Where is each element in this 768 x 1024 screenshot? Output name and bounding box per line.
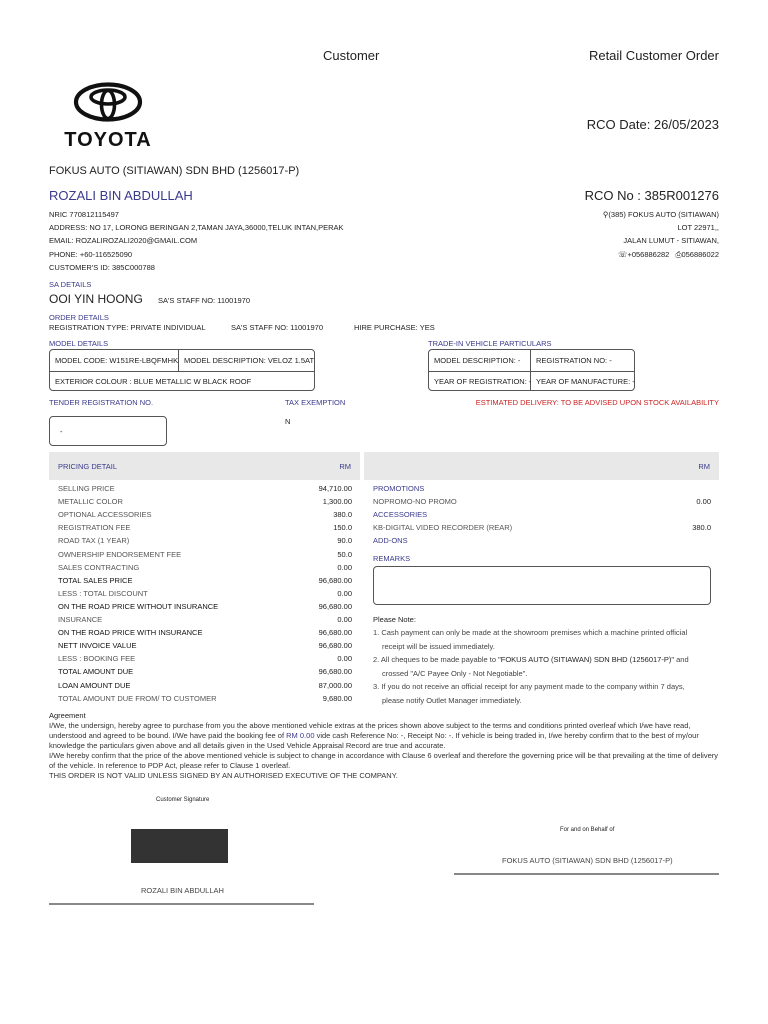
accessory-label: KB-DIGITAL VIDEO RECORDER (REAR): [373, 523, 513, 532]
customer-signatory-name: ROZALI BIN ABDULLAH: [141, 886, 224, 895]
pricing-row-label: ROAD TAX (1 YEAR): [58, 536, 130, 546]
note-1-line-1: 1. Cash payment can only be made at the showroom premises which a machine printed official: [373, 628, 688, 637]
toyota-emblem-icon: [62, 82, 154, 122]
pricing-row: [58, 589, 352, 600]
tender-registration-box: [49, 416, 167, 446]
pricing-row-value: 96,680.00: [318, 575, 352, 585]
branch-name: ⚲(385) FOKUS AUTO (SITIAWAN): [602, 210, 719, 219]
tradein-year-registration: YEAR OF REGISTRATION: -: [429, 371, 531, 391]
tradein-box: [428, 349, 635, 391]
pricing-row-value: 150.0: [333, 523, 352, 533]
pricing-row-label: NETT INVOICE VALUE: [58, 641, 137, 651]
accessory-value: 380.0: [692, 523, 711, 532]
pricing-row-value: 96,680.00: [318, 628, 352, 638]
agreement-heading: Agreement: [49, 711, 86, 720]
promo-label: NOPROMO-NO PROMO: [373, 497, 457, 506]
pricing-row: [58, 641, 352, 652]
model-row-2: [50, 371, 314, 391]
customer-nric: NRIC 770812115497: [49, 210, 119, 219]
pricing-heading: PRICING DETAIL: [58, 462, 118, 471]
note-2-line-2: crossed "A/C Payee Only - Not Negotiable".: [382, 668, 528, 678]
pricing-row: [58, 681, 352, 692]
model-code: MODEL CODE: W151RE-LBQFMHK: [50, 350, 179, 371]
exterior-colour: EXTERIOR COLOUR : BLUE METALLIC W BLACK ROOF: [55, 376, 252, 386]
pricing-row: [58, 563, 352, 574]
pricing-row-value: 96,680.00: [318, 601, 352, 611]
pricing-row-value: 94,710.00: [318, 484, 352, 493]
branch-contacts: [618, 250, 719, 260]
agreement-text: [49, 721, 721, 781]
document-title: Retail Customer Order: [588, 48, 719, 63]
model-details-box: [49, 349, 315, 391]
pricing-row-label: METALLIC COLOR: [58, 497, 123, 507]
notes-list: [373, 626, 718, 707]
pricing-row: [58, 576, 352, 587]
branch-lot: LOT 22971,,: [677, 223, 719, 232]
pricing-row-value: 87,000.00: [318, 680, 352, 690]
pricing-row: [58, 628, 352, 639]
pricing-row-label: TOTAL AMOUNT DUE FROM/ TO CUSTOMER: [58, 693, 217, 703]
behalf-label: For and on Behalf of: [560, 827, 615, 833]
model-details-heading: MODEL DETAILS: [49, 339, 109, 348]
promotions-heading: PROMOTIONS: [373, 484, 425, 493]
note-3-line-2: please notify Outlet Manager immediately.: [382, 695, 522, 705]
pricing-row: [58, 497, 352, 508]
pricing-row: [58, 523, 352, 534]
toyota-logo: [62, 82, 154, 151]
order-details-heading: ORDER DETAILS: [49, 313, 109, 322]
remarks-heading: REMARKS: [373, 554, 411, 563]
pricing-row-label: TOTAL AMOUNT DUE: [58, 667, 134, 677]
pricing-row: [58, 654, 352, 665]
toyota-wordmark: TOYOTA: [64, 129, 152, 151]
promotions-unit: RM: [698, 462, 710, 471]
tender-heading: TENDER REGISTRATION NO.: [49, 398, 154, 407]
tradein-model-description: MODEL DESCRIPTION: -: [429, 350, 531, 371]
fax-icon: ⎙: [675, 250, 682, 259]
phone-icon: ☏: [618, 250, 628, 259]
pricing-row-label: REGISTRATION FEE: [58, 523, 131, 533]
pricing-row-label: OWNERSHIP ENDORSEMENT FEE: [58, 549, 182, 559]
pricing-row-label: TOTAL SALES PRICE: [58, 575, 133, 585]
remarks-box: [373, 566, 711, 605]
customer-signature-label: Customer Signature: [156, 797, 210, 803]
pricing-row-value: 0.00: [337, 615, 352, 624]
pricing-row-label: LESS : TOTAL DISCOUNT: [58, 588, 148, 598]
company-signatory-name: FOKUS AUTO (SITIAWAN) SDN BHD (1256017-P): [502, 856, 673, 865]
pricing-row-label: SALES CONTRACTING: [58, 562, 140, 572]
accessories-heading: ACCESSORIES: [373, 510, 428, 519]
pricing-row-value: 50.0: [337, 549, 352, 559]
branch-street: JALAN LUMUT - SITIAWAN,: [623, 236, 719, 245]
promotions-header: [364, 452, 719, 480]
pricing-row-value: 0.00: [337, 588, 352, 598]
customer-email: EMAIL: ROZALIROZALI2020@GMAIL.COM: [49, 236, 198, 245]
model-description: MODEL DESCRIPTION: VELOZ 1.5AT: [184, 356, 315, 365]
agreement-paragraph-2: I/We hereby confirm that the price of the above mentioned vehicle is subject to change in accordance with Clause 6 overleaf and therefore the governing price will be that prevailing at the time of delivery of the vehicle. In reference to PDP Act, please refer to Clause 1 overleaf.: [49, 751, 718, 770]
pricing-row: [58, 615, 352, 626]
tradein-registration-no: REGISTRATION NO: -: [536, 356, 612, 365]
sa-staff-no: SA'S STAFF NO: 11001970: [158, 296, 251, 305]
pricing-row-value: 96,680.00: [318, 641, 352, 651]
order-staff-no: SA'S STAFF NO: 11001970: [231, 323, 324, 332]
customer-phone: PHONE: +60-116525090: [49, 250, 133, 259]
pricing-row-label: ON THE ROAD PRICE WITHOUT INSURANCE: [58, 601, 219, 611]
pricing-row-value: 0.00: [337, 562, 352, 572]
branch-fax: 056886022: [681, 250, 719, 259]
pricing-row-label: LOAN AMOUNT DUE: [58, 680, 131, 690]
promo-value: 0.00: [696, 497, 711, 506]
pricing-row: [58, 694, 352, 705]
note-3-line-1: 3. If you do not receive an official receipt for any payment made to the company within 7 days,: [373, 682, 685, 691]
model-row-1: [50, 350, 314, 372]
tender-registration-value: -: [60, 427, 63, 436]
pricing-row-label: OPTIONAL ACCESSORIES: [58, 510, 152, 520]
company-signature-line: [454, 873, 719, 875]
pricing-row: [58, 536, 352, 547]
booking-fee-amount: RM 0.00: [286, 731, 315, 740]
rco-date: RCO Date: 26/05/2023: [586, 117, 719, 132]
pricing-header: [49, 452, 360, 480]
payee-name: "FOKUS AUTO (SITIAWAN) SDN BHD (1256017-P)": [498, 655, 675, 664]
notes-heading: Please Note:: [373, 615, 416, 624]
customer-signature-redacted: [131, 829, 228, 863]
note-1-line-2: receipt will be issued immediately.: [382, 641, 495, 651]
sa-name: OOI YIN HOONG: [49, 292, 143, 306]
pricing-row-label: SELLING PRICE: [58, 484, 115, 493]
tax-exemption-heading: TAX EXEMPTION: [285, 398, 346, 407]
agreement-paragraph-1: I/We, the undersign, hereby agree to purchase from you the above mentioned vehicle extras at the prices shown above subject to the terms and conditions printed overleaf which I/we have read, understood and agreed to be bound. I/We have paid the booking fee of RM 0.00 vide cash Reference No: -, Receipt No: -. If vehicle is being traded in, I/we hereby confirm that to the best of my/our knowledge the particulars given above and all details given in the Used Vehicle Appraisal Record are true and accurate.: [49, 721, 699, 750]
addons-heading: ADD-ONS: [373, 536, 408, 545]
tradein-heading: TRADE-IN VEHICLE PARTICULARS: [428, 339, 552, 348]
dealer-name: FOKUS AUTO (SITIAWAN) SDN BHD (1256017-P): [49, 165, 300, 177]
pricing-row-value: 96,680.00: [318, 667, 352, 677]
location-pin-icon: ⚲: [602, 210, 609, 219]
pricing-row-value: 1,300.00: [322, 497, 352, 507]
pricing-unit: RM: [339, 462, 351, 471]
pricing-row: [58, 550, 352, 561]
customer-id: CUSTOMER'S ID: 385C000788: [49, 263, 155, 272]
pricing-row-value: 90.0: [337, 536, 352, 546]
tradein-row-2: [429, 371, 634, 391]
note-2-line-1: 2. All cheques to be made payable to "FOKUS AUTO (SITIAWAN) SDN BHD (1256017-P)" and: [373, 655, 689, 664]
pricing-row: [58, 602, 352, 613]
pricing-row-value: 0.00: [337, 654, 352, 664]
pricing-row: [58, 484, 352, 495]
sa-details-heading: SA DETAILS: [49, 280, 92, 289]
customer-address: ADDRESS: NO 17, LORONG BERINGAN 2,TAMAN JAYA,36000,TELUK INTAN,PERAK: [49, 223, 344, 232]
customer-copy-label: Customer: [323, 48, 380, 63]
hire-purchase: HIRE PURCHASE: YES: [354, 323, 435, 332]
pricing-row-value: 380.0: [333, 510, 352, 520]
registration-type: REGISTRATION TYPE: PRIVATE INDIVIDUAL: [49, 323, 206, 332]
pricing-row-label: INSURANCE: [58, 615, 103, 624]
pricing-row: [58, 510, 352, 521]
pricing-row-value: 9,680.00: [322, 693, 352, 703]
agreement-paragraph-3: THIS ORDER IS NOT VALID UNLESS SIGNED BY AN AUTHORISED EXECUTIVE OF THE COMPANY.: [49, 771, 398, 780]
rco-number: RCO No : 385R001276: [584, 188, 719, 203]
tradein-year-manufacture: YEAR OF MANUFACTURE: -: [536, 376, 635, 386]
tradein-row-1: [429, 350, 634, 372]
customer-name: ROZALI BIN ABDULLAH: [49, 188, 193, 203]
customer-signature-line: [49, 903, 314, 905]
pricing-row-label: LESS : BOOKING FEE: [58, 654, 136, 664]
pricing-row: [58, 667, 352, 678]
pricing-row-label: ON THE ROAD PRICE WITH INSURANCE: [58, 628, 203, 638]
estimated-delivery: ESTIMATED DELIVERY: TO BE ADVISED UPON STOCK AVAILABILITY: [475, 398, 719, 407]
branch-phone: +056886282: [627, 250, 670, 259]
tax-exemption-value: N: [285, 417, 291, 426]
